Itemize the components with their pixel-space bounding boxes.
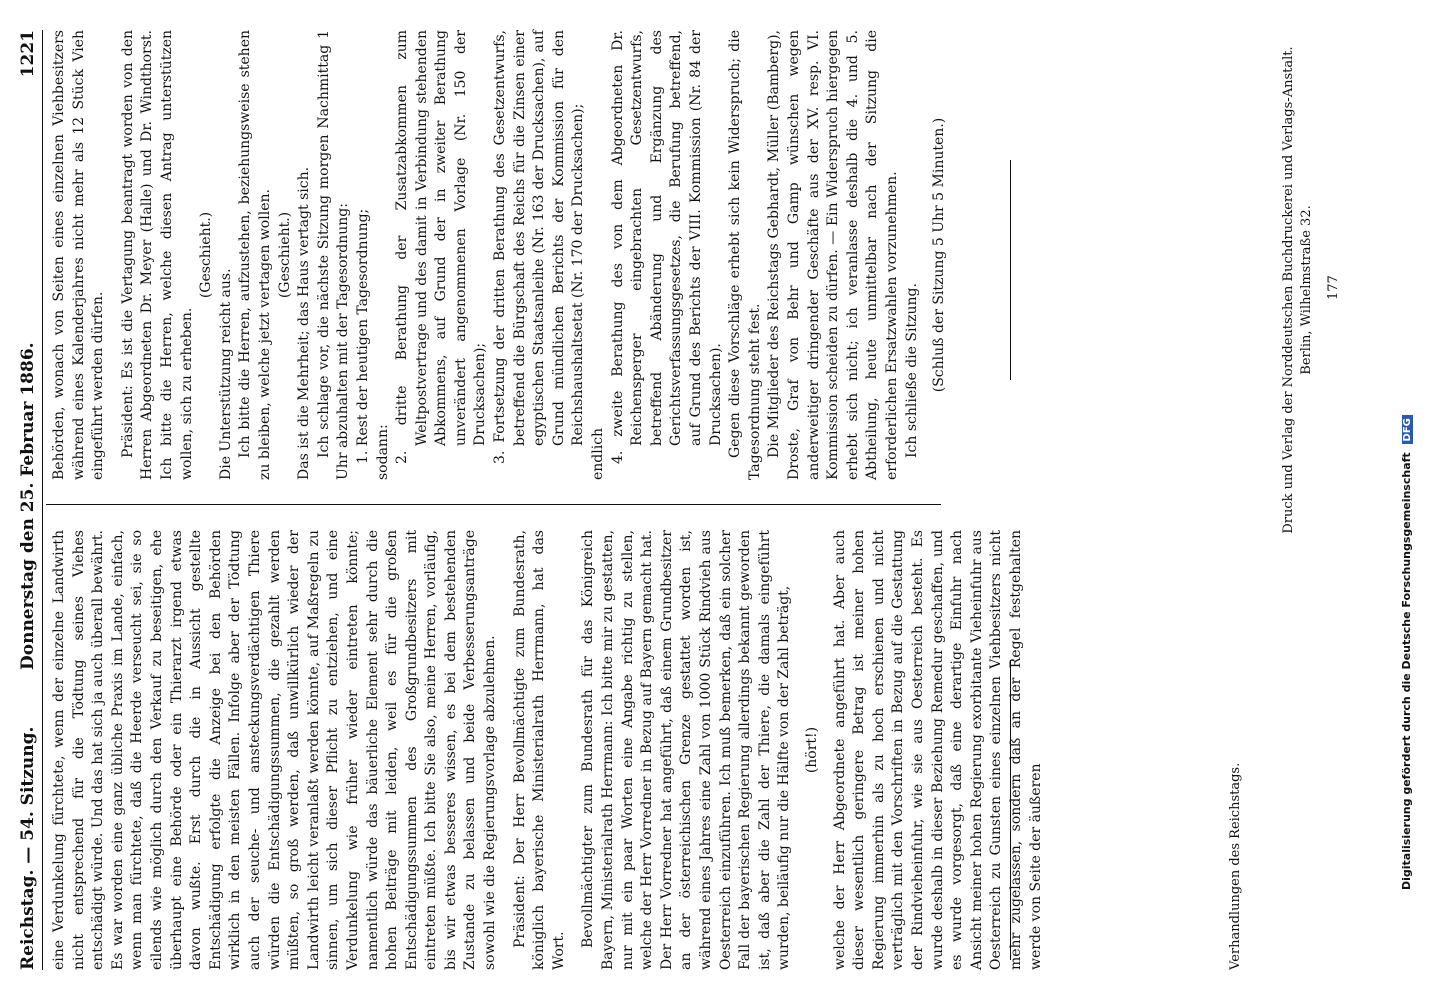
page-header [14,30,42,970]
paragraph: Die Unterstützung reicht aus. [217,268,234,480]
paragraph: Die Mitglieder des Reichstags Gebhardt, Müller (Bamberg), Droste, Graf von Behr und Gamp wünschen wegen anderweitiger dringender Geschäfte aus der XV. resp. VI. Kommission scheiden zu dürfen. — Ein Widerspruch hiergegen erhebt sich nicht; ich veranlasse deshalb die 4. und 5. Abtheilung, heute unmittelbar nach der Sitzung die erforderlichen Ersatzwahlen vorzunehmen. [766,30,900,480]
end-rule-left [1010,660,1011,960]
agenda-item: 3. Fortsetzung der dritten Berathung des Gesetzentwurfs, betreffend die Bürgschaft des Reichs für die Zinsen einer egyptischen Staatsanleihe (Nr. 163 der Drucksachen), auf Grund mündlichen Berichts der Kommission für den Reichshaushaltsetat (Nr. 170 der Drucksachen); [492,30,587,464]
paragraph: Gegen diese Vorschläge erhebt sich kein Widerspruch; die Tagesordnung steht fest. [727,30,763,480]
paragraph: eine Verdunkelung fürchtete, wenn der einzelne Landwirth nicht entsprechend für die Tödtung seines Viehes entschädigt würde. Und das hat sich ja auch überall bewährt. Es war worden eine ganz übliche Praxis im Lande, einfach, wenn man fürchtete, daß die Heerde verseucht sei, sie so eilends wie möglich durch den Verkauf zu beseitigen, ehe überhaupt eine Behörde oder ein Thierarzt irgend etwas davon wußte. Erst durch die in Aussicht gestellte Entschädigung erfolgte die Anzeige bei den Behörden wirklich in den meisten Fällen. Infolge aber der Tödtung auch der seuche- und ansteckungsverdächtigen Thiere würden die Entschädigungssummen, die gezahlt werden müßten, so groß werden, daß unwillkürlich wieder der Landwirth leicht veranlaßt werden könnte, auf Maßregeln zu sinnen, um sich dieser Pflicht zu entziehen, und eine Verdunkelung wie früher wieder eintreten könnte; namentlich würde das bäuerliche Element sehr durch die hohen Beiträge mit leiden, weil es für die großen Entschädigungssummen des Großgrundbesitzers mit eintreten müßte. Ich bitte Sie also, meine Herren, vorläufig, bis wir etwas besseres wissen, es bei dem bestehenden Zustande zu belassen und beide Verbesserungsanträge sowohl wie die Regierungsvorlage abzulehnen. [51,530,499,970]
column-divider [46,504,941,505]
page-code: 177 [1326,275,1341,300]
paragraph: sodann: [374,424,391,480]
paragraph: endlich [590,427,607,480]
column-left [50,530,1046,970]
agenda-item: 4. zweite Berathung des von dem Abgeordneten Dr. Reichensperger eingebrachten Gesetzentwurfs, betreffend Abänderung und Ergänzung des Gerichtsverfassungsgesetzes, die Berufung betreffend, auf Grund des Berichts der VIII. Kommission (Nr. 84 der Drucksachen). [609,30,724,464]
paragraph: Ich schlage vor, die nächste Sitzung morgen Nachmittag 1 Uhr abzuhalten mit der Tagesordnung: [315,30,352,480]
paragraph: Das ist die Mehrheit; das Haus vertagt sich. [296,166,313,480]
digitization-text: Digitalisierung gefördert durch die Deutsche Forschungsgemeinschaft [1400,452,1413,890]
imprint [1280,40,1316,540]
paragraph: welche der Herr Abgeordnete angeführt hat. Aber auch dieser wesentlich geringere Betrag ist meiner hohen Regierung immerhin als zu hoch erschienen und nicht verträglich mit den Vorschriften in Bezug auf die Gestattung der Rindvieheinfuhr, wie sie aus Oesterreich besteht. Es wurde deshalb in dieser Beziehung Remedur geschaffen, und es wurde vorgesorgt, daß eine derartige Einfuhr nach Ansicht meiner hohen Regierung exorbitante Vieheinfuhr aus Oesterreich zu Gunsten eines einzelnen Viehbesitzers nicht mehr zugelassen, sondern daß an der Regel festgehalten werde von Seite der äußeren [831,530,1044,970]
paragraph-president: Präsident: Es ist die Vertagung beantragt worden von den Herren Abgeordneten Dr. Meyer (Halle) und Dr. Windthorst. Ich bitte die Herren, welche diesen Antrag unterstützen wollen, sich zu erheben. [119,30,195,480]
header-date: Donnerstag den 25. Februar 1886. [18,342,38,670]
paragraph: Ich schließe die Sitzung. [903,283,920,458]
imprint-line: Berlin, Wilhelmstraße 32. [1299,205,1314,375]
agenda-item: 2. dritte Berathung der Zusatzabkommen zum Weltpostvertrage und des damit in Verbindung stehenden Abkommens, auf Grund der in zweiter Berathung unverändert angenommenen Vorlage (Nr. 150 der Drucksachen); [394,30,489,464]
interjection: (Geschieht.) [276,211,293,299]
footer-left: Verhandlungen des Reichstags. [1228,762,1243,970]
digitization-note [1400,415,1413,890]
closing-note: (Schluß der Sitzung 5 Uhr 5 Minuten.) [931,117,948,393]
paragraph-speaker: Bevollmächtigter zum Bundesrath für das Königreich Bayern, Ministerialrath Herrmann: Ich bitte mir zu gestatten, nur mit ein paar Worten eine Angabe richtig zu stellen, welche der Herr Vorredner in Bezug auf Bayern gemacht hat. Der Herr Vorredner hat angeführt, daß einem Grundbesitzer an der österreichischen Grenze gestattet worden ist, während eines Jahres eine Zahl von 1000 Stück Rindvieh aus Oesterreich einzuführen. Ich muß bemerken, daß ein solcher Fall der bayerischen Regierung allerdings bekannt geworden ist, daß aber die Zahl der Thiere, die damals eingeführt wurden, beiläufig nur die Hälfte von der Zahl beträgt, [580,530,793,970]
interjection: (Geschieht.) [198,211,215,299]
agenda-item: 1. Rest der heutigen Tagesordnung; [354,208,371,464]
interjection: (hört!) [803,726,820,774]
column-right [50,30,950,480]
paragraph-president: Präsident: Der Herr Bevollmächtigte zum Bundesrath, königlich bayerische Ministerialrath Herrmann, hat das Wort. [511,530,567,970]
page-number: 1221 [18,30,38,78]
imprint-line: Druck und Verlag der Norddeutschen Buchdruckerei und Verlags-Anstalt. [1281,46,1296,534]
paragraph: Ich bitte die Herren, aufzustehen, beziehungsweise stehen zu bleiben, welche jetzt vertagen wollen. [237,30,273,480]
dfg-logo-icon: DFG [1402,415,1413,444]
header-rule [42,30,43,970]
paragraph: Behörden, wonach von Seiten eines einzelnen Viehbesitzers während eines Kalenderjahres nicht mehr als 12 Stück Vieh eingeführt werden dürfen. [51,30,107,480]
end-rule-right [1010,160,1011,380]
header-left: Reichstag. — 54. Sitzung. [18,726,38,970]
